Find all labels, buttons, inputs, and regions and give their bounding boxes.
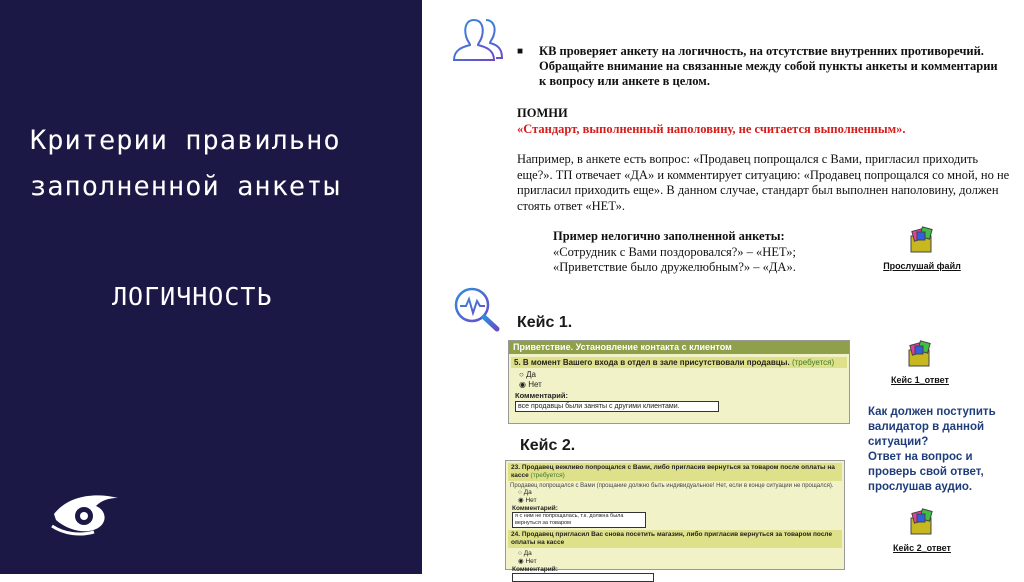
audio-file-icon [905, 340, 935, 370]
comment-label: Комментарий: [512, 566, 558, 573]
users-icon [452, 16, 504, 64]
bullet-text: КВ проверяет анкету на логичность, на отсутствие внутренних противоречий. Обращайте внимание на связанные между собой пункты анкеты и комментарии к вопросу или анкете в целом. [539, 44, 998, 88]
comment-label: Комментарий: [515, 391, 569, 400]
audio-file-link-3[interactable] [882, 508, 962, 553]
illogic-line-2: «Приветствие было дружелюбным?» – «ДА». [553, 260, 796, 274]
slide-title: Критерии правильно заполненной анкеты [30, 125, 341, 202]
standard-quote: «Стандарт, выполненный наполовину, не считается выполненным». [517, 122, 906, 136]
remember-heading: ПОМНИ [517, 106, 568, 120]
comment-label: Комментарий: [512, 505, 558, 512]
illogic-line-1: «Сотрудник с Вами поздоровался?» – «НЕТ»; [553, 244, 796, 259]
audio-file-icon [907, 508, 937, 538]
form-question-23: 23. Продавец вежливо попрощался с Вами, либо пригласив вернуться за товаром после оплаты на кассе (требуется) [508, 463, 842, 481]
option-yes[interactable]: ○ Да [518, 550, 532, 557]
left-panel [0, 0, 422, 574]
eye-logo-icon [50, 486, 122, 536]
option-yes[interactable]: ○ Да [519, 370, 536, 379]
audio-file-label-3: Кейс 2_ответ [893, 543, 951, 553]
audio-file-label-1: Прослушай файл [883, 261, 961, 271]
comment-field[interactable] [512, 573, 654, 582]
audio-file-label-2: Кейс 1_ответ [891, 375, 949, 385]
bullet-paragraph [517, 44, 1007, 89]
audio-file-link-2[interactable] [880, 340, 960, 385]
form-question: 5. В момент Вашего входа в отдел в зале присутствовали продавцы. (требуется) [511, 357, 847, 368]
form-section-header: Приветствие. Установление контакта с клиентом [509, 341, 849, 354]
comment-field[interactable]: я с ним не попрощалась, т.к. должна была вернуться за товаром [512, 512, 646, 528]
search-analytics-icon [452, 285, 502, 333]
form-question-24: 24. Продавец пригласил Вас снова посетить магазин, либо пригласив вернуться за товаром после оплаты на кассе [508, 530, 842, 548]
bullet-icon: ■ [517, 46, 524, 57]
validator-question: Как должен поступить валидатор в данной ситуации? Ответ на вопрос и проверь свой ответ, прослушав аудио. [868, 406, 996, 493]
illogic-heading: Пример нелогично заполненной анкеты: [553, 229, 785, 243]
example-paragraph: Например, в анкете есть вопрос: «Продавец попрощался с Вами, пригласил приходить еще?». ТП отвечает «ДА» и комментирует ситуацию: «Продавец попрощался со мной, но не пригласил приходить еще». В данном случае, стандарт был выполнен наполовину, должен стоять ответ «НЕТ». [517, 152, 1010, 213]
option-no[interactable]: ◉ Нет [518, 558, 537, 565]
required-tag: (требуется) [791, 358, 835, 367]
case-1-label: Кейс 1. [517, 314, 573, 331]
comment-field[interactable]: все продавцы были заняты с другими клиентами. [515, 401, 719, 412]
slide-subtitle: ЛОГИЧНОСТЬ [112, 282, 273, 311]
option-no[interactable]: ◉ Нет [519, 380, 542, 389]
illogic-example [553, 229, 796, 276]
option-no[interactable]: ◉ Нет [518, 497, 537, 504]
audio-file-icon [907, 226, 937, 256]
audio-file-link-1[interactable] [882, 226, 962, 271]
option-yes[interactable]: ○ Да [518, 489, 532, 496]
case-2-label: Кейс 2. [520, 437, 576, 454]
question-note: Продавец попрощался с Вами (прощание должно быть индивидуальное! Нет, если в конце ситуации не прощался). [510, 483, 834, 489]
case-2-form-screenshot [505, 460, 845, 573]
case-1-form-screenshot [508, 340, 850, 424]
